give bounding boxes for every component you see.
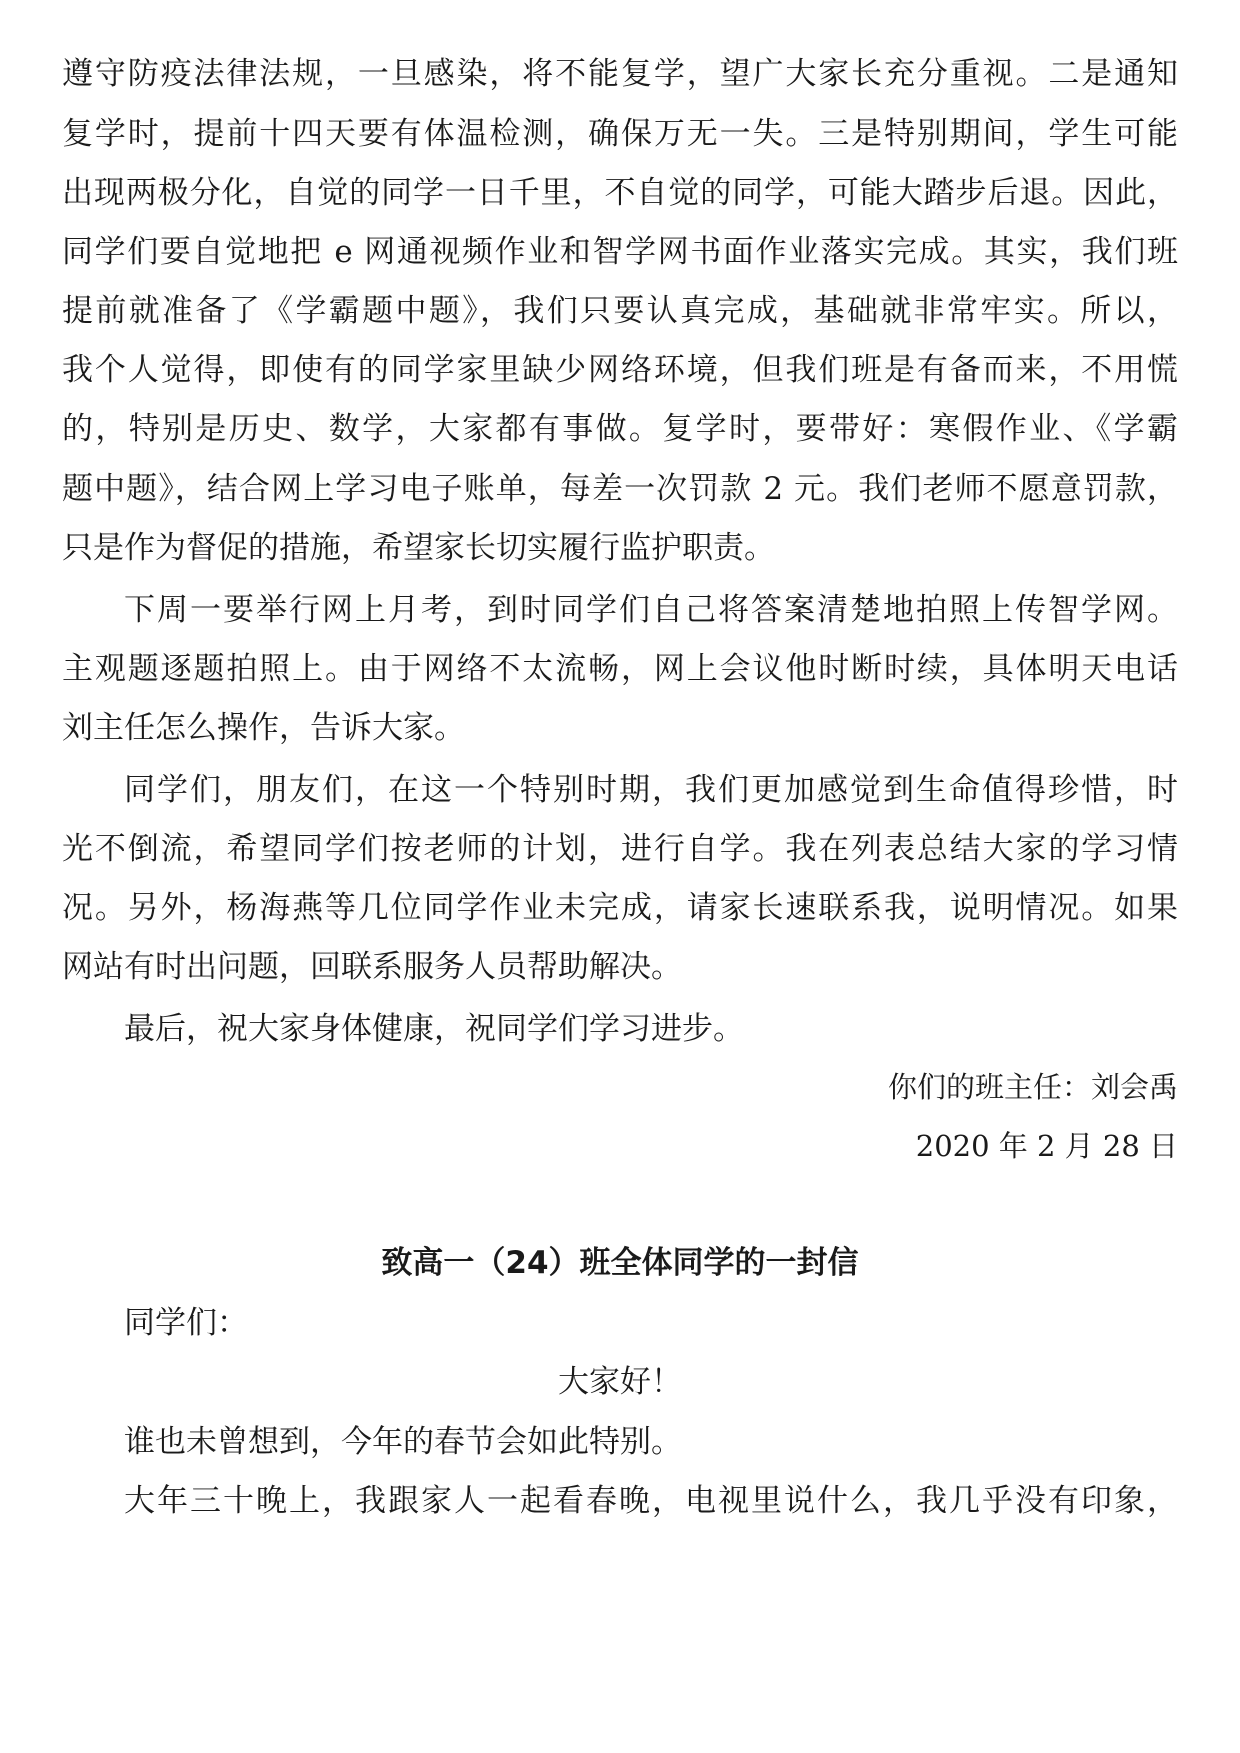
paragraph-line: 题中题》，结合网上学习电子账单，每差一次罚款 2 元。我们老师不愿意罚款， — [62, 471, 1178, 507]
letter-date: 2020 年 2 月 28 日 — [915, 1129, 1178, 1163]
paragraph-line: 同学们要自觉地把 e 网通视频作业和智学网书面作业落实完成。其实，我们班 — [62, 234, 1178, 270]
paragraph-line: 只是作为督促的措施，希望家长切实履行监护职责。 — [62, 530, 775, 566]
paragraph-line: 复学时，提前十四天要有体温检测，确保万无一失。三是特别期间，学生可能 — [62, 116, 1178, 152]
paragraph-line: 遵守防疫法律法规，一旦感染，将不能复学，望广大家长充分重视。二是通知 — [62, 56, 1178, 92]
paragraph-line: 网站有时出问题，回联系服务人员帮助解决。 — [62, 949, 682, 985]
paragraph-line: 光不倒流，希望同学们按老师的计划，进行自学。我在列表总结大家的学习情 — [62, 831, 1178, 867]
letter-title: 致高一（24）班全体同学的一封信 — [381, 1245, 859, 1281]
paragraph-line: 同学们，朋友们，在这一个特别时期，我们更加感觉到生命值得珍惜，时 — [124, 772, 1178, 808]
signature: 你们的班主任：刘会禹 — [887, 1070, 1178, 1104]
paragraph-line: 刘主任怎么操作，告诉大家。 — [62, 710, 465, 746]
paragraph-line: 谁也未曾想到，今年的春节会如此特别。 — [124, 1424, 682, 1460]
paragraph-line: 的，特别是历史、数学，大家都有事做。复学时，要带好：寒假作业、《学霸 — [62, 411, 1178, 447]
salutation: 同学们： — [124, 1305, 248, 1341]
closing-line: 最后，祝大家身体健康，祝同学们学习进步。 — [124, 1011, 744, 1047]
greeting: 大家好！ — [558, 1364, 682, 1400]
paragraph-line: 下周一要举行网上月考，到时同学们自己将答案清楚地拍照上传智学网。 — [124, 592, 1178, 628]
paragraph-line: 提前就准备了《学霸题中题》，我们只要认真完成，基础就非常牢实。所以， — [62, 293, 1178, 329]
paragraph-line: 况。另外，杨海燕等几位同学作业未完成，请家长速联系我，说明情况。如果 — [62, 890, 1178, 926]
paragraph-line: 出现两极分化，自觉的同学一日千里，不自觉的同学，可能大踏步后退。因此， — [62, 175, 1178, 211]
paragraph-line: 我个人觉得，即使有的同学家里缺少网络环境，但我们班是有备而来，不用慌 — [62, 352, 1178, 388]
paragraph-line: 主观题逐题拍照上。由于网络不太流畅，网上会议他时断时续，具体明天电话 — [62, 651, 1178, 687]
paragraph-line: 大年三十晚上，我跟家人一起看春晚，电视里说什么，我几乎没有印象， — [124, 1483, 1178, 1519]
